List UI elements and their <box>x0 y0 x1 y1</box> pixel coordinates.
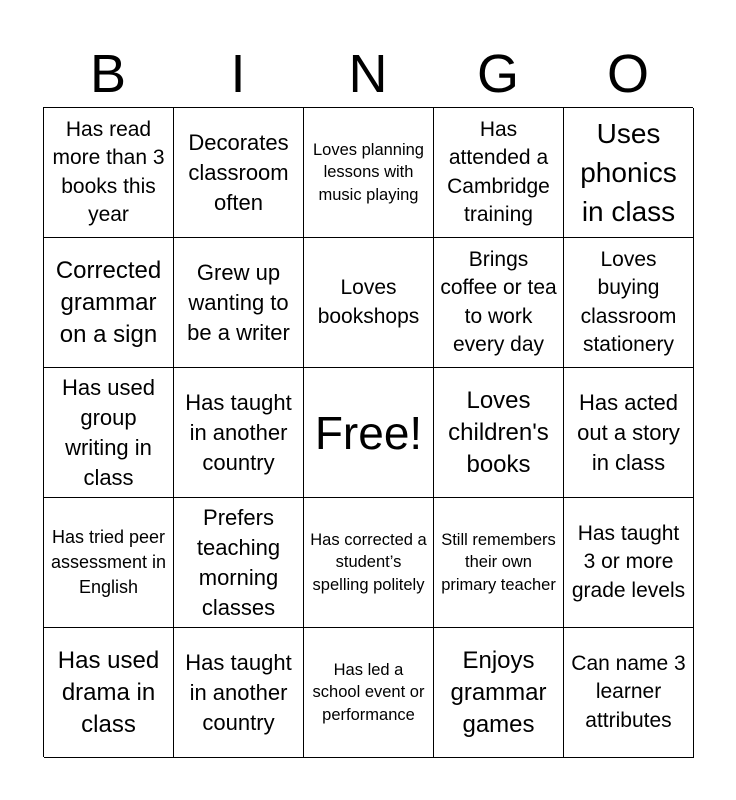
bingo-cell-r3c1[interactable] <box>44 368 174 498</box>
header-letter-i: I <box>230 44 246 104</box>
cell-text: Has used group writing in class <box>62 374 155 490</box>
cell-text: Decorates classroom often <box>188 129 289 215</box>
bingo-cell-r2c4[interactable] <box>434 238 564 368</box>
bingo-cell-r5c2[interactable] <box>174 628 304 758</box>
bingo-cell-r2c1[interactable] <box>44 238 174 368</box>
cell-text: Corrected grammar on a sign <box>55 256 162 348</box>
cell-text: Has taught in another country <box>185 389 292 475</box>
bingo-cell-r1c1[interactable] <box>44 108 174 238</box>
cell-text: Grew up wanting to be a writer <box>187 259 290 345</box>
cell-text: Loves children's books <box>448 386 549 478</box>
cell-text: Has attended a Cambridge training <box>447 117 550 226</box>
cell-text: Prefers teaching morning classes <box>196 504 281 620</box>
bingo-cell-r2c2[interactable] <box>174 238 304 368</box>
cell-text: Loves buying classroom stationery <box>580 247 677 356</box>
cell-text: Has acted out a story in class <box>577 389 680 475</box>
bingo-cell-free[interactable] <box>304 368 434 498</box>
cell-text: Has read more than 3 books this year <box>52 117 165 226</box>
bingo-cell-r1c2[interactable] <box>174 108 304 238</box>
bingo-cell-r5c5[interactable] <box>564 628 694 758</box>
cell-text: Brings coffee or tea to work every day <box>440 247 557 356</box>
bingo-cell-r4c4[interactable] <box>434 498 564 628</box>
cell-text: Has tried peer assessment in English <box>50 527 167 597</box>
bingo-cell-r1c3[interactable] <box>304 108 434 238</box>
bingo-cell-r1c5[interactable] <box>564 108 694 238</box>
header-letter-g: G <box>476 44 519 104</box>
bingo-cell-r3c4[interactable] <box>434 368 564 498</box>
bingo-header <box>43 40 693 108</box>
bingo-cell-r5c1[interactable] <box>44 628 174 758</box>
bingo-cell-r4c2[interactable] <box>174 498 304 628</box>
bingo-cell-r2c5[interactable] <box>564 238 694 368</box>
bingo-grid <box>43 107 693 757</box>
free-space-text: Free! <box>314 406 423 459</box>
cell-text: Has corrected a student’s spelling politely <box>310 530 427 594</box>
bingo-cell-r4c1[interactable] <box>44 498 174 628</box>
bingo-cell-r4c3[interactable] <box>304 498 434 628</box>
cell-text: Has taught 3 or more grade levels <box>571 521 686 602</box>
cell-text: Loves bookshops <box>317 276 420 328</box>
cell-text: Uses phonics in class <box>580 118 677 227</box>
header-letter-b: B <box>89 44 127 104</box>
cell-text: Has led a school event or performance <box>312 660 425 724</box>
cell-text: Has used drama in class <box>57 646 160 738</box>
cell-text: Has taught in another country <box>185 649 292 735</box>
header-letter-o: O <box>606 44 649 104</box>
bingo-cell-r2c3[interactable] <box>304 238 434 368</box>
bingo-cell-r1c4[interactable] <box>434 108 564 238</box>
cell-text: Loves planning lessons with music playing <box>312 140 424 204</box>
bingo-cell-r3c2[interactable] <box>174 368 304 498</box>
bingo-cell-r3c5[interactable] <box>564 368 694 498</box>
bingo-cell-r4c5[interactable] <box>564 498 694 628</box>
bingo-cell-r5c3[interactable] <box>304 628 434 758</box>
cell-text: Still remembers their own primary teacher <box>441 530 556 594</box>
header-letter-n: N <box>348 44 388 104</box>
bingo-cell-r5c4[interactable] <box>434 628 564 758</box>
cell-text: Enjoys grammar games <box>450 646 547 738</box>
cell-text: Can name 3 learner attributes <box>571 651 686 732</box>
